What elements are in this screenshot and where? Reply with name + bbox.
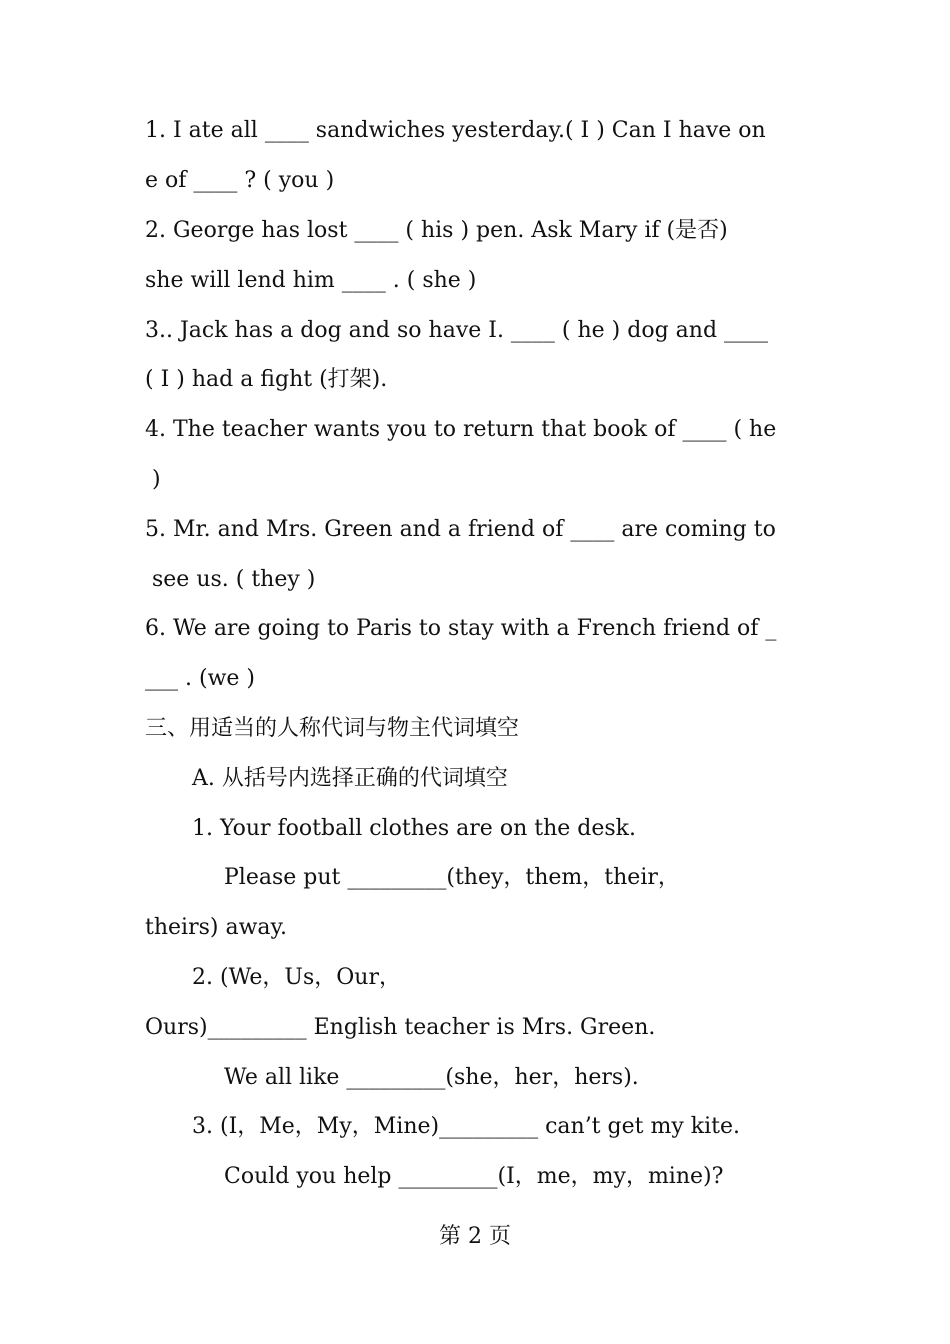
text-line-16: Please put _________(they，them，their， (224, 865, 680, 890)
text-line-1: 1. I ate all ____ sandwiches yesterday.( I ) Can I have on (145, 118, 766, 143)
text-line-15: 1. Your football clothes are on the desk. (192, 816, 636, 841)
text-line-7: 4. The teacher wants you to return that book of ____ ( he (145, 417, 777, 442)
text-line-18: 2. (We，Us，Our， (192, 965, 401, 990)
text-line-4: she will lend him ____ . ( she ) (145, 268, 477, 293)
text-line-3: 2. George has lost ____ ( his ) pen. Ask Mary if (是否) (145, 218, 728, 243)
text-line-21: 3. (I，Me，My，Mine)_________ can’t get my kite. (192, 1114, 740, 1139)
text-line-5: 3.. Jack has a dog and so have I. ____ ( he ) dog and ____ (145, 318, 769, 343)
section-heading: 三、用适当的人称代词与物主代词填空 (145, 716, 520, 741)
page-number: 第 2 页 (439, 1224, 511, 1249)
text-line-9: 5. Mr. and Mrs. Green and a friend of ____ are coming to (145, 517, 776, 542)
text-line-6: ( I ) had a fight (打架). (145, 367, 388, 392)
text-line-12: ___ . (we ) (145, 666, 255, 691)
text-line-8: ) (145, 467, 161, 492)
text-line-2: e of ____ ? ( you ) (145, 168, 335, 193)
text-line-17: theirs) away. (145, 915, 288, 940)
text-line-19: Ours)_________ English teacher is Mrs. Green. (145, 1015, 656, 1040)
text-line-11: 6. We are going to Paris to stay with a French friend of _ (145, 616, 777, 641)
subsection-heading: A. 从括号内选择正确的代词填空 (192, 766, 508, 791)
text-line-10: see us. ( they ) (145, 567, 316, 592)
text-line-20: We all like _________(she，her，hers). (224, 1065, 639, 1090)
text-line-22: Could you help _________(I，me，my，mine)? (224, 1164, 724, 1189)
